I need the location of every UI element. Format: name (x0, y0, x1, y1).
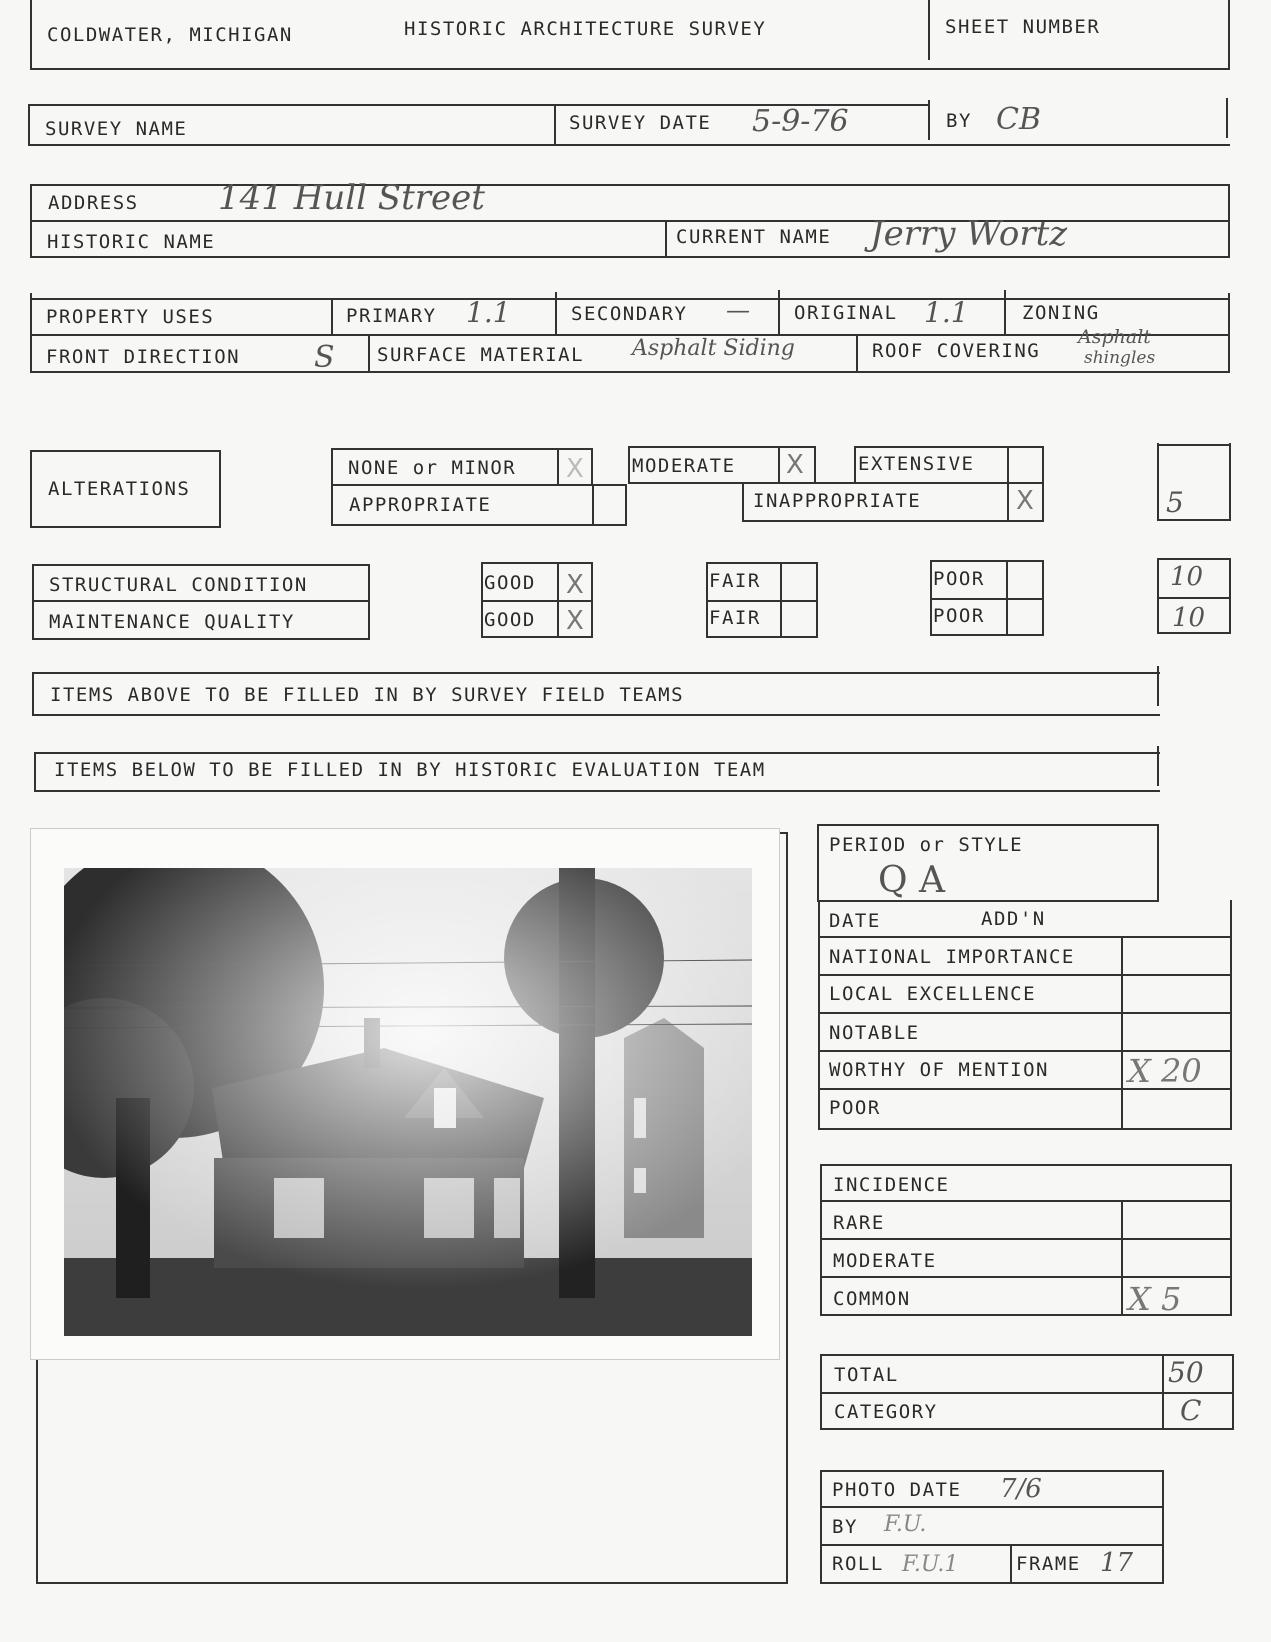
roof-covering-value-1: Asphalt (1078, 326, 1151, 348)
address-label: ADDRESS (48, 192, 139, 214)
extensive-label: EXTENSIVE (858, 453, 975, 475)
below-note-right (1157, 746, 1159, 786)
zoning-label: ZONING (1022, 302, 1100, 324)
survey-divider-2 (928, 100, 930, 140)
sheet-number-label: SHEET NUMBER (945, 16, 1101, 38)
property-div-3 (778, 290, 780, 334)
incidence-label: INCIDENCE (833, 1174, 950, 1196)
totals-mid (820, 1392, 1234, 1394)
total-label: TOTAL (834, 1364, 899, 1386)
none-minor-label: NONE or MINOR (348, 457, 517, 479)
survey-right-edge (1226, 98, 1228, 138)
worthy-mark: X 20 (1128, 1052, 1202, 1090)
current-name-label: CURRENT NAME (676, 226, 832, 248)
structural-score: 10 (1170, 562, 1204, 592)
poor-check-divider (1006, 560, 1008, 636)
maintenance-good-mark: X (566, 606, 584, 636)
appropriate-label: APPROPRIATE (349, 494, 492, 516)
incidence-check-divider (1121, 1200, 1123, 1316)
inappropriate-check-divider (1007, 482, 1009, 522)
inc-line-1 (820, 1200, 1232, 1202)
header-divider (928, 0, 930, 60)
property-div-6 (856, 334, 858, 372)
importance-left (818, 900, 820, 1130)
good-label-2: GOOD (484, 609, 536, 631)
roof-covering-label: ROOF COVERING (872, 340, 1041, 362)
moderate-incidence-label: MODERATE (833, 1250, 937, 1272)
none-minor-check-divider (557, 448, 559, 486)
none-minor-mark: X (566, 454, 584, 484)
secondary-label: SECONDARY (571, 303, 688, 325)
poor-label-2: POOR (933, 605, 985, 627)
property-top-line (30, 298, 1230, 300)
maintenance-score: 10 (1172, 603, 1206, 633)
fair-label-1: FAIR (709, 570, 761, 592)
fair-mid (706, 600, 818, 602)
condition-label-mid (32, 600, 370, 602)
date-label: DATE (829, 910, 881, 932)
poor-label-1: POOR (933, 568, 985, 590)
frame-value: 17 (1100, 1548, 1134, 1578)
original-value: 1.1 (924, 296, 969, 329)
address-divider (665, 220, 667, 258)
survey-divider-1 (554, 104, 556, 144)
property-div-5 (368, 334, 370, 372)
row-line-3 (818, 1012, 1232, 1014)
structural-good-mark: X (566, 570, 584, 600)
survey-date-label: SURVEY DATE (569, 112, 712, 134)
poor-mid (930, 598, 1044, 600)
roll-value: F.U.1 (902, 1552, 959, 1577)
inc-line-3 (820, 1276, 1232, 1278)
good-label-1: GOOD (484, 572, 536, 594)
row-line-2 (818, 974, 1232, 976)
common-mark: X 5 (1128, 1280, 1182, 1318)
alterations-label: ALTERATIONS (48, 478, 191, 500)
condition-score-mid (1157, 597, 1231, 599)
good-mid (481, 600, 593, 602)
survey-date-value: 5-9-76 (752, 104, 849, 139)
current-name-value: Jerry Wortz (870, 214, 1068, 254)
poor-eval-label: POOR (829, 1097, 881, 1119)
photo-by-label: BY (832, 1516, 858, 1538)
category-value: C (1180, 1394, 1202, 1427)
photo-date-value: 7/6 (1000, 1474, 1042, 1504)
frame-label: FRAME (1016, 1553, 1081, 1575)
totals-divider (1162, 1354, 1164, 1430)
secondary-value: — (726, 296, 750, 324)
period-value: Q A (878, 860, 945, 901)
inappropriate-mark: X (1016, 486, 1034, 516)
rare-label: RARE (833, 1212, 885, 1234)
historic-name-label: HISTORIC NAME (47, 231, 216, 253)
photo-info-divider (1010, 1544, 1012, 1584)
fair-check-divider (780, 562, 782, 638)
local-excellence-label: LOCAL EXCELLENCE (829, 983, 1037, 1005)
surface-material-value: Asphalt Siding (632, 336, 795, 361)
property-mid-line (30, 334, 1230, 336)
appropriate-check-divider (592, 484, 594, 526)
inappropriate-label: INAPPROPRIATE (753, 490, 922, 512)
address-value: 141 Hull Street (218, 178, 485, 218)
total-value: 50 (1168, 1356, 1204, 1389)
alterations-score-top (1157, 444, 1231, 446)
original-label: ORIGINAL (794, 302, 898, 324)
period-label: PERIOD or STYLE (829, 834, 1024, 856)
category-label: CATEGORY (834, 1401, 938, 1423)
alterations-score: 5 (1166, 486, 1184, 519)
survey-title: HISTORIC ARCHITECTURE SURVEY (404, 18, 767, 40)
worthy-of-mention-label: WORTHY OF MENTION (829, 1059, 1049, 1081)
importance-table (818, 900, 1232, 1130)
maintenance-quality-label: MAINTENANCE QUALITY (49, 611, 295, 633)
house-photo-image (64, 868, 752, 1336)
primary-value: 1.1 (466, 296, 511, 329)
above-note: ITEMS ABOVE TO BE FILLED IN BY SURVEY FIELD TEAMS (50, 684, 685, 706)
moderate-label: MODERATE (632, 455, 736, 477)
extensive-check-divider (1007, 446, 1009, 484)
importance-check-divider (1121, 936, 1123, 1130)
notable-label: NOTABLE (829, 1022, 920, 1044)
primary-label: PRIMARY (346, 305, 437, 327)
moderate-mark: X (786, 450, 804, 480)
structural-condition-label: STRUCTURAL CONDITION (49, 574, 308, 596)
house-photo (64, 868, 752, 1336)
photo-by-value: F.U. (884, 1512, 927, 1537)
roll-label: ROLL (832, 1553, 884, 1575)
photo-info-line-1 (820, 1506, 1164, 1508)
survey-by-label: BY (946, 110, 972, 132)
surface-material-label: SURFACE MATERIAL (377, 344, 585, 366)
addn-label: ADD'N (981, 908, 1046, 930)
inc-line-2 (820, 1238, 1232, 1240)
photo-date-label: PHOTO DATE (832, 1479, 962, 1501)
above-note-right (1157, 666, 1159, 706)
front-direction-value: S (314, 340, 335, 375)
survey-by-value: CB (996, 102, 1041, 137)
row-line-1 (818, 936, 1232, 938)
property-uses-label: PROPERTY USES (46, 306, 215, 328)
property-div-2 (555, 292, 557, 334)
common-label: COMMON (833, 1288, 911, 1310)
moderate-check-divider (778, 446, 780, 484)
property-div-1 (331, 298, 333, 334)
below-note: ITEMS BELOW TO BE FILLED IN BY HISTORIC EVALUATION TEAM (54, 759, 766, 781)
location-label: COLDWATER, MICHIGAN (47, 24, 293, 46)
roof-covering-value-2: shingles (1084, 348, 1156, 368)
fair-label-2: FAIR (709, 607, 761, 629)
front-direction-label: FRONT DIRECTION (46, 346, 241, 368)
survey-name-label: SURVEY NAME (45, 118, 188, 140)
national-importance-label: NATIONAL IMPORTANCE (829, 946, 1075, 968)
property-div-4 (1004, 290, 1006, 334)
good-check-divider (557, 562, 559, 638)
photo-info-line-2 (820, 1544, 1164, 1546)
